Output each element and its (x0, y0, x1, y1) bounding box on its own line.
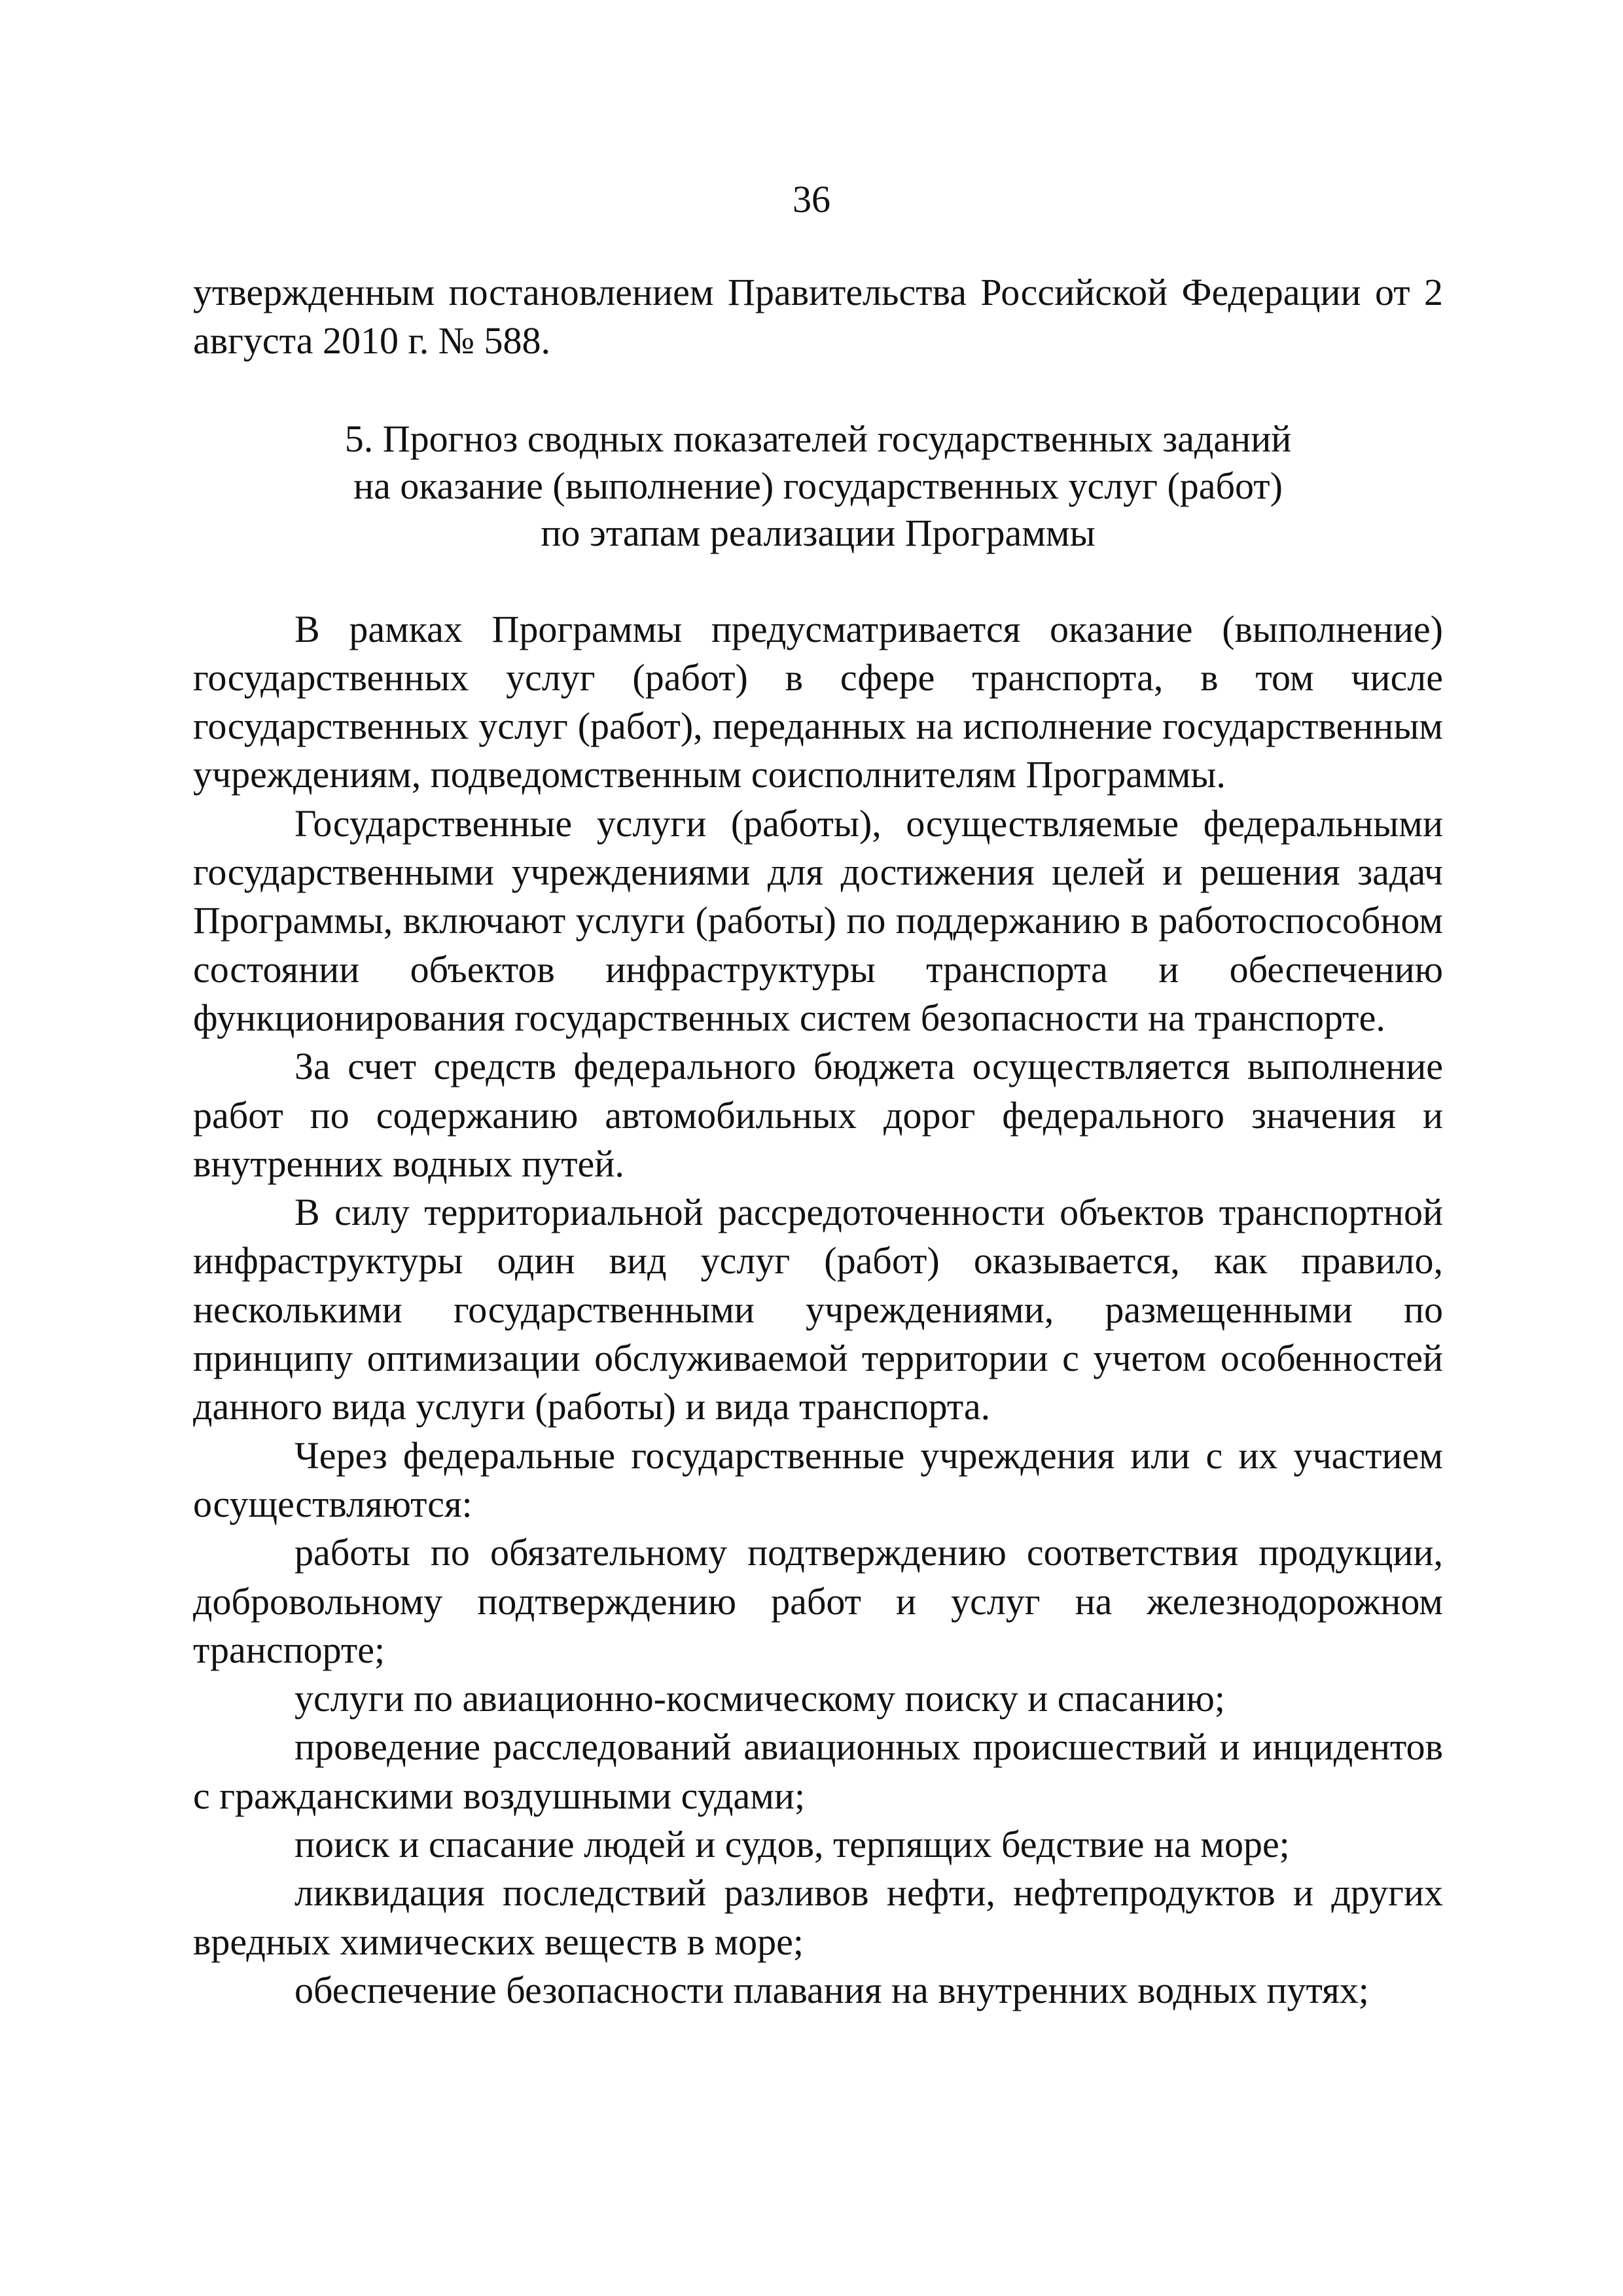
list-item: ликвидация последствий разливов нефти, нефтепродуктов и других вредных химических веществ в море; (193, 1871, 1443, 1963)
body-paragraph: Государственные услуги (работы), осуществляемые федеральными государственными учреждениями для достижения целей и решения задач Программы, включают услуги (работы) по поддержанию в работоспособном состоянии объектов инфраструктуры транспорта и обеспечению функционирования государственных систем безопасности на транспорте. (193, 802, 1443, 1039)
body-paragraph: Через федеральные государственные учреждения или с их участием осуществляются: (193, 1434, 1443, 1525)
section-heading-line: на оказание (выполнение) государственных услуг (работ) (353, 464, 1283, 507)
section-heading-line: 5. Прогноз сводных показателей государственных заданий (344, 417, 1292, 460)
page-number: 36 (793, 178, 830, 221)
section-heading-line: по этапам реализации Программы (541, 511, 1096, 554)
list-item: проведение расследований авиационных происшествий и инцидентов с гражданскими воздушными судами; (193, 1725, 1443, 1817)
list-item: работы по обязательному подтверждению соответствия продукции, добровольному подтверждению работ и услуг на железнодорожном транспорте; (193, 1531, 1443, 1671)
section-heading (193, 415, 1443, 557)
body-paragraph: В рамках Программы предусматривается оказание (выполнение) государственных услуг (работ) в сфере транспорта, в том числе государственных услуг (работ), переданных на исполнение государственным учреждениям, подведомственным соисполнителям Программы. (193, 607, 1443, 796)
continuation-paragraph: утвержденным постановлением Правительства Российской Федерации от 2 августа 2010 г. № 588. (193, 271, 1443, 362)
body-paragraph: В силу территориальной рассредоточенности объектов транспортной инфраструктуры один вид услуг (работ) оказывается, как правило, несколькими государственными учреждениями, размещенными по принципу оптимизации обслуживаемой территории с учетом особенностей данного вида услуги (работы) и вида транспорта. (193, 1191, 1443, 1428)
list-item: услуги по авиационно-космическому поиску и спасанию; (294, 1677, 1225, 1720)
list-item: поиск и спасание людей и судов, терпящих бедствие на море; (294, 1823, 1290, 1866)
body-paragraph: За счет средств федерального бюджета осуществляется выполнение работ по содержанию автомобильных дорог федерального значения и внутренних водных путей. (193, 1045, 1443, 1185)
list-item: обеспечение безопасности плавания на внутренних водных путях; (294, 1968, 1369, 2011)
document-body (193, 268, 1443, 2015)
